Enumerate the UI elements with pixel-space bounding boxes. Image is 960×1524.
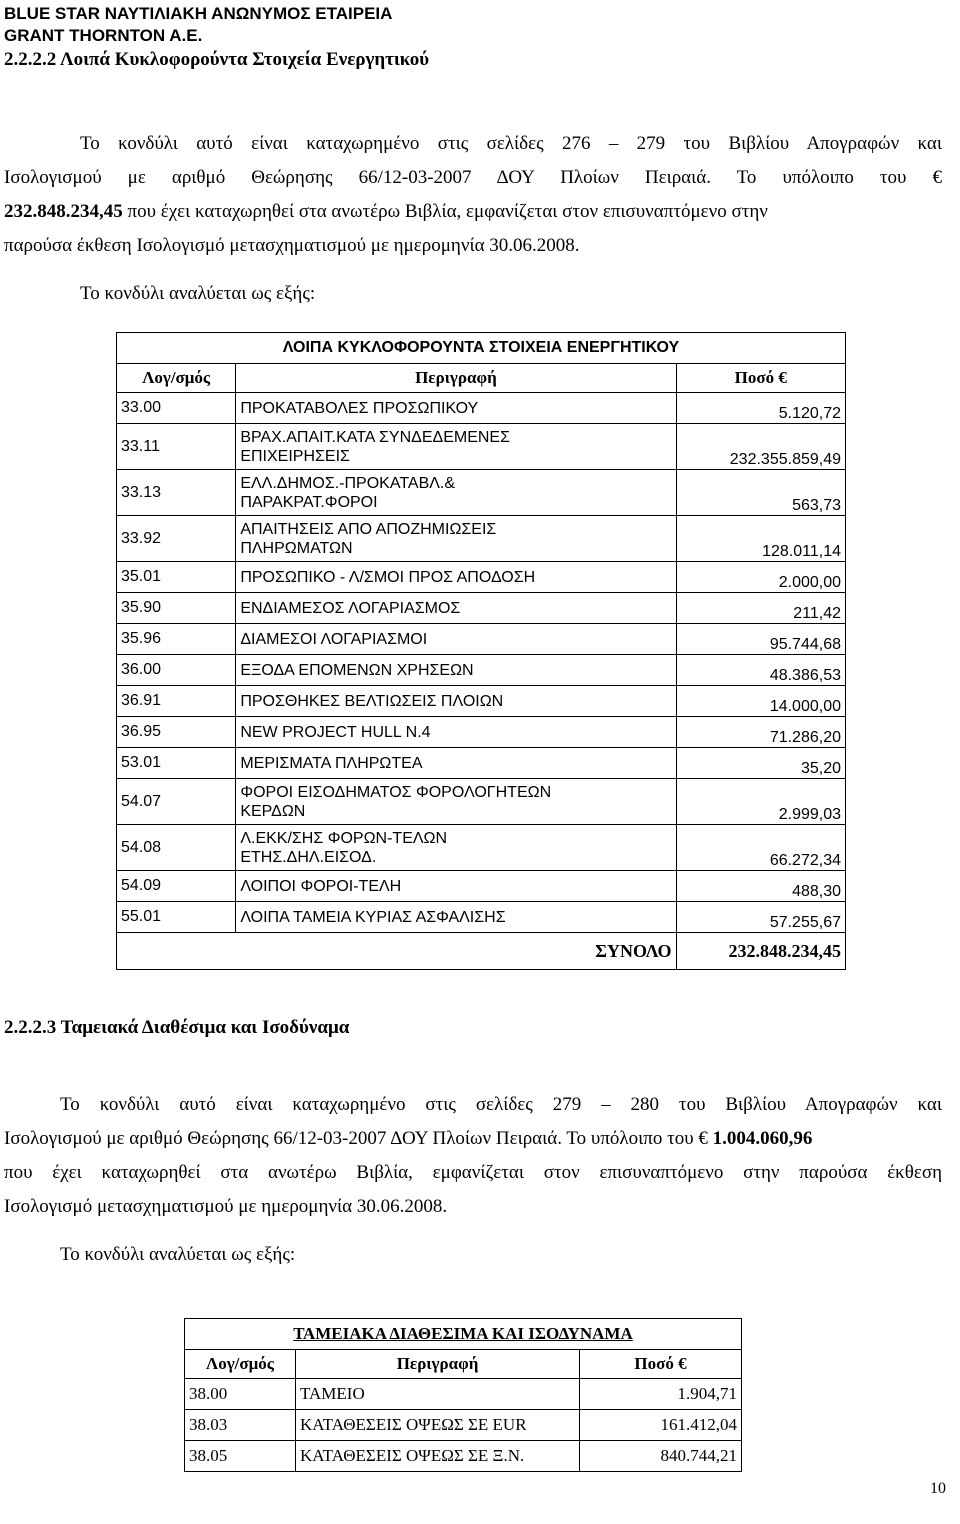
paragraph-line: που έχει καταχωρηθεί στα ανωτέρω Βιβλία, εμφανίζεται στον επισυναπτόμενο στην παρούσα έκθεση — [4, 1162, 942, 1183]
paragraph-line: Ισολογισμού με αριθμό Θεώρησης 66/12-03-2007 ΔΟΥ Πλοίων Πειραιά. Το υπόλοιπο του € — [4, 167, 942, 188]
total-amount: 232.848.234,45 — [676, 933, 845, 970]
description-line: ΕΞΟΔΑ ΕΠΟΜΕΝΩΝ ΧΡΗΣΕΩΝ — [240, 661, 474, 679]
table-row — [117, 470, 846, 516]
description-cell — [236, 516, 676, 562]
description-line: ΒΡΑΧ.ΑΠΑΙΤ.ΚΑΤΑ ΣΥΝΔΕΔΕΜΕΝΕΣ — [240, 428, 510, 446]
description-cell — [236, 779, 676, 825]
description-cell — [236, 871, 676, 902]
table-row — [117, 655, 846, 686]
balance-amount: 232.848.234,45 — [4, 201, 123, 222]
table-row — [117, 717, 846, 748]
amount-cell: 57.255,67 — [676, 902, 845, 933]
account-cell: 33.11 — [117, 424, 236, 470]
description-cell: ΤΑΜΕΙΟ — [295, 1379, 579, 1410]
paragraph-line: Το κονδύλι αυτό είναι καταχωρημένο στις σελίδες 279 – 280 του Βιβλίου Απογραφών και — [60, 1094, 942, 1115]
paragraph-line — [4, 195, 942, 229]
section-title-other-current-assets: 2.2.2.2 Λοιπά Κυκλοφορούντα Στοιχεία Ενεργητικού — [4, 49, 430, 70]
description-line: ΔΙΑΜΕΣΟΙ ΛΟΓΑΡΙΑΣΜΟΙ — [240, 630, 428, 648]
account-cell: 54.09 — [117, 871, 236, 902]
amount-cell: 211,42 — [676, 593, 845, 624]
amount-cell: 2.000,00 — [676, 562, 845, 593]
description-cell: ΚΑΤΑΘΕΣΕΙΣ ΟΨΕΩΣ ΣΕ Ξ.Ν. — [295, 1441, 579, 1472]
description-cell — [236, 624, 676, 655]
amount-cell: 840.744,21 — [580, 1441, 742, 1472]
table-row — [117, 516, 846, 562]
table-row — [117, 593, 846, 624]
description-line: ΛΟΙΠΑ ΤΑΜΕΙΑ ΚΥΡΙΑΣ ΑΣΦΑΛΙΣΗΣ — [240, 908, 506, 926]
account-cell: 36.91 — [117, 686, 236, 717]
amount-cell: 35,20 — [676, 748, 845, 779]
column-header-amount: Ποσό € — [676, 364, 845, 393]
paragraph-line: Ισολογισμό μετασχηματισμού με ημερομηνία 30.06.2008. — [4, 1196, 448, 1217]
description-line: ΕΛΛ.ΔΗΜΟΣ.-ΠΡΟΚΑΤΑΒΛ.& — [240, 474, 456, 492]
description-cell — [236, 686, 676, 717]
other-current-assets-table — [116, 332, 846, 970]
account-cell: 35.96 — [117, 624, 236, 655]
table-row — [117, 424, 846, 470]
description-line: ΠΛΗΡΩΜΑΤΩΝ — [240, 539, 353, 557]
description-cell — [236, 902, 676, 933]
description-line: ΠΡΟΣΘΗΚΕΣ ΒΕΛΤΙΩΣΕΙΣ ΠΛΟΙΩΝ — [240, 692, 504, 710]
description-line: ΑΠΑΙΤΗΣΕΙΣ ΑΠΟ ΑΠΟΖΗΜΙΩΣΕΙΣ — [240, 520, 497, 538]
amount-cell: 232.355.859,49 — [676, 424, 845, 470]
column-header-amount: Ποσό € — [580, 1350, 742, 1379]
section1-paragraph — [4, 127, 942, 263]
description-line: ΠΑΡΑΚΡΑΤ.ΦΟΡΟΙ — [240, 493, 378, 511]
cash-table — [184, 1318, 742, 1472]
description-cell — [236, 825, 676, 871]
account-cell: 38.00 — [185, 1379, 296, 1410]
description-line: ΦΟΡΟΙ ΕΙΣΟΔΗΜΑΤΟΣ ΦΟΡΟΛΟΓΗΤΕΩΝ — [240, 783, 552, 801]
table-row — [117, 825, 846, 871]
description-cell — [236, 470, 676, 516]
table-row — [185, 1410, 742, 1441]
table-row — [185, 1379, 742, 1410]
account-cell: 54.08 — [117, 825, 236, 871]
description-cell — [236, 562, 676, 593]
table-row — [117, 624, 846, 655]
table-row — [117, 686, 846, 717]
description-line: NEW PROJECT HULL N.4 — [240, 723, 431, 741]
description-line: ΚΕΡΔΩΝ — [240, 802, 306, 820]
total-spacer — [117, 933, 236, 970]
amount-cell: 128.011,14 — [676, 516, 845, 562]
account-cell: 53.01 — [117, 748, 236, 779]
account-cell: 36.00 — [117, 655, 236, 686]
paragraph-text: που έχει καταχωρηθεί στα ανωτέρω Βιβλία, εμφανίζεται στον επισυναπτόμενο στην — [122, 201, 768, 222]
table-row — [117, 779, 846, 825]
amount-cell: 1.904,71 — [580, 1379, 742, 1410]
amount-cell: 48.386,53 — [676, 655, 845, 686]
account-cell: 35.01 — [117, 562, 236, 593]
description-line: ΠΡΟΚΑΤΑΒΟΛΕΣ ΠΡΟΣΩΠΙΚΟΥ — [240, 399, 479, 417]
description-line: ΕΤΗΣ.ΔΗΛ.ΕΙΣΟΔ. — [240, 848, 377, 866]
description-line: ΕΝΔΙΑΜΕΣΟΣ ΛΟΓΑΡΙΑΣΜΟΣ — [240, 599, 461, 617]
table-row — [117, 871, 846, 902]
description-cell — [236, 717, 676, 748]
account-cell: 38.03 — [185, 1410, 296, 1441]
amount-cell: 563,73 — [676, 470, 845, 516]
table-intro: Το κονδύλι αναλύεται ως εξής: — [60, 1244, 296, 1265]
description-cell — [236, 424, 676, 470]
table-row — [117, 902, 846, 933]
paragraph-line — [4, 1122, 942, 1156]
column-header-account: Λογ/σμός — [185, 1350, 296, 1379]
column-header-account: Λογ/σμός — [117, 364, 236, 393]
amount-cell: 14.000,00 — [676, 686, 845, 717]
table-title: ΛΟΙΠΑ ΚΥΚΛΟΦΟΡΟΥΝΤΑ ΣΤΟΙΧΕΙΑ ΕΝΕΡΓΗΤΙΚΟΥ — [117, 333, 846, 364]
section-title-cash: 2.2.2.3 Ταμειακά Διαθέσιμα και Ισοδύναμα — [4, 1017, 350, 1038]
table-row — [117, 393, 846, 424]
account-cell: 36.95 — [117, 717, 236, 748]
description-line: ΠΡΟΣΩΠΙΚΟ - Λ/ΣΜΟΙ ΠΡΟΣ ΑΠΟΔΟΣΗ — [240, 568, 536, 586]
table-intro: Το κονδύλι αναλύεται ως εξής: — [80, 283, 316, 304]
description-line: Λ.ΕΚΚ/ΣΗΣ ΦΟΡΩΝ-ΤΕΛΩΝ — [240, 829, 448, 847]
description-cell: ΚΑΤΑΘΕΣΕΙΣ ΟΨΕΩΣ ΣΕ EUR — [295, 1410, 579, 1441]
auditor-name: GRANT THORNTON A.E. — [4, 26, 203, 45]
paragraph-text: Ισολογισμού με αριθμό Θεώρησης 66/12-03-2007 ΔΟΥ Πλοίων Πειραιά. Το υπόλοιπο του € — [4, 1128, 713, 1149]
description-line: ΛΟΙΠΟΙ ΦΟΡΟΙ-ΤΕΛΗ — [240, 877, 402, 895]
description-cell — [236, 655, 676, 686]
column-header-description: Περιγραφή — [295, 1350, 579, 1379]
description-line: ΕΠΙΧΕΙΡΗΣΕΙΣ — [240, 447, 350, 465]
column-header-description: Περιγραφή — [236, 364, 676, 393]
account-cell: 35.90 — [117, 593, 236, 624]
table-row — [117, 562, 846, 593]
table-row — [117, 748, 846, 779]
description-cell — [236, 393, 676, 424]
account-cell: 38.05 — [185, 1441, 296, 1472]
description-cell — [236, 593, 676, 624]
amount-cell: 66.272,34 — [676, 825, 845, 871]
account-cell: 55.01 — [117, 902, 236, 933]
amount-cell: 488,30 — [676, 871, 845, 902]
amount-cell: 95.744,68 — [676, 624, 845, 655]
table-row — [185, 1441, 742, 1472]
balance-amount: 1.004.060,96 — [712, 1128, 813, 1149]
amount-cell: 71.286,20 — [676, 717, 845, 748]
section2-paragraph — [4, 1088, 942, 1224]
account-cell: 54.07 — [117, 779, 236, 825]
account-cell: 33.13 — [117, 470, 236, 516]
company-name: BLUE STAR ΝΑΥΤΙΛΙΑΚΗ ΑΝΩΝΥΜΟΣ ΕΤΑΙΡΕΙΑ — [4, 4, 393, 23]
total-label: ΣΥΝΟΛΟ — [236, 933, 676, 970]
paragraph-line: Το κονδύλι αυτό είναι καταχωρημένο στις σελίδες 276 – 279 του Βιβλίου Απογραφών και — [80, 133, 942, 154]
description-cell — [236, 748, 676, 779]
paragraph-line: παρούσα έκθεση Ισολογισμό μετασχηματισμού με ημερομηνία 30.06.2008. — [4, 235, 580, 256]
page-number: 10 — [930, 1480, 946, 1497]
amount-cell: 2.999,03 — [676, 779, 845, 825]
description-line: ΜΕΡΙΣΜΑΤΑ ΠΛΗΡΩΤΕΑ — [240, 754, 423, 772]
account-cell: 33.92 — [117, 516, 236, 562]
account-cell: 33.00 — [117, 393, 236, 424]
amount-cell: 5.120,72 — [676, 393, 845, 424]
amount-cell: 161.412,04 — [580, 1410, 742, 1441]
table-title: ΤΑΜΕΙΑΚΑ ΔΙΑΘΕΣΙΜΑ ΚΑΙ ΙΣΟΔΥΝΑΜΑ — [185, 1319, 742, 1350]
